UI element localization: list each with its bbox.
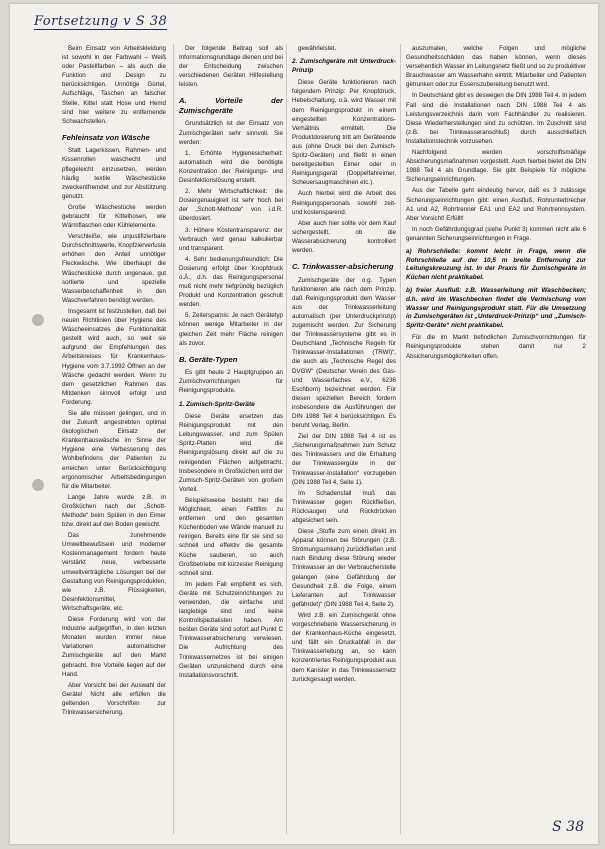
paragraph: 1. Erhöhte Hygienesicherheit: automatisch wird die benötigte Konzentration der Reinigungs- und Desinfektionslösung erstellt. (179, 149, 283, 185)
paragraph: Es gibt heute 2 Hauptgruppen an Zumischvorrichtungen für Reinigungsprodukte. (179, 369, 283, 395)
paragraph: Im Schadensfall muß das Trinkwasser gegen Rückfließen, Rücksaugen und Rückdrücken abgesichert sein. (292, 489, 396, 524)
text-column-4 (406, 44, 586, 834)
paragraph: Statt Lagerkissen, Rahmen- und Kissenrollen waschecht und pflegeleicht einzusetzen, werden häufig textile Wäschestücke zweckentfremdet und zur Abstützung genutzt. (62, 147, 166, 200)
section-heading: Fehleinsatz von Wäsche (62, 132, 150, 142)
paragraph: Große Wäschestücke werden gebraucht für Kittelhosen, wie Wärmflaschen oder Kühlelemente. (62, 203, 166, 230)
paragraph: Beispielsweise besteht hier die Möglichkeit, einen Fettfilm zu entfernen und den gesamten Küchenboden wie Wände manuell zu reinigen. Bereits eine für sie sind so schnell und effektiv die gesamte Küche sauberen, so auch Großbetriebe mit kürzester Reinigung schnell sind. (179, 496, 283, 577)
column-divider (286, 44, 287, 834)
paragraph: Sie alle müssen gelingen, und in der Zukunft angestrebten optimal ökologischen Einsatz der Krankenhauswäsche im Sinne der Hygiene eine Verbesserung des Wohlbefindens der Patienten zu erreichen unter Berücksichtigung ergonomischer Arbeitsbedingungen für die Mitarbeiter. (62, 409, 166, 490)
text-column-1 (62, 44, 166, 834)
paragraph: 4. Sehr bedienungsfreundlich: Die Dosierung erfolgt über Knopfdruck o.Ä., d.h. das Reinigungspersonal muß nicht mehr tiefgründig bezüglich Produkt und Konzentration geschult werden. (179, 255, 283, 309)
paragraph: Aber auch hier sollte vor dem Kauf sichergestellt, ob die Wasserabsicherung kontrolliert werden. (292, 219, 396, 254)
paragraph: Das zunehmende Umweltbewußtsein und moderner Kostenmanagement fordern heute verstärkt neue, verbesserte umweltverträgliche Lösungen bei der Gestaltung von Reinigungsprodukten, wie z.B. Flüssigkeiten, Desinfektionsmittel, Wirtschaftsgeräte, etc. (62, 532, 166, 612)
paragraph: Nachfolgend werden vorschriftsmäßige Absicherungsmaßnahmen vorgestellt. Auch hierbei bietet die DIN 1988 Teil 4 als Grundlage. Sie gibt Beispiele für mögliche Sicherungseinrichtungen. (406, 149, 586, 184)
paragraph: Wird z.B. ein Zumischgerät ohne vorgeschriebene Wassersicherung in der Krankenhaus-Küche eingesetzt, und fällt ein Druckabfall in der Trinkwasserleitung an, so kann konzentriertes Reinigungsprodukt aus dem Kanister in das Trinkwassernetz zurückgesaugt werden. (292, 611, 396, 683)
paragraph: 2. Mehr Wirtschaftlichkeit: die Dosiergenauigkeit ist sehr hoch bei der „Schott-Methode“ von i.d.R. überdosiert. (179, 188, 283, 223)
text-column-2 (179, 44, 283, 834)
handwritten-note: Fortsetzung v S 38 (34, 14, 168, 29)
paragraph: Zumischgeräte der o.g. Typen funktionieren alle nach dem Prinzip, daß Reinigungsprodukt dem Wasser aus der Trinkwasserleitung automatisch (per Unterdruckprinzip) zugemischt werden. Zur Sicherung der Trinkwassersysteme gibt es in Deutschland „Technische Regeln für Trinkwasser-Installationen (TRWI)“, die auch als „Technische Regel des DVGW“ (Deutscher Verein des Gas- und Wasserfaches e.V., 6236 Eschborn) bezeichnet werden. Für diesen speziellen Bereich fordern insbesondere die Ausführungen der DIN 1988 Teil 4 berücksichtigen. Es beruht Verlag, Berlin. (292, 276, 396, 430)
paragraph: Ziel der DIN 1988 Teil 4 ist es „Sicherungsmaßnahmen zum Schutz des Trinkwassers und die Erhaltung der Trinkwassergüte in der Trinkwasser-Installation“ vorzugeben (DIN 1988 Teil 4, Seite 1). (292, 433, 396, 486)
paragraph: Lange Jahre wurde z.B. in Großküchen nach der „Schott-Methode“ beim Spülen in den Eimer bzw. direkt auf den Boden gewischt. (62, 493, 166, 529)
document-page (10, 4, 598, 844)
subsection-heading: 1. Zumisch-Spritz-Geräte (179, 400, 255, 408)
paragraph: Verschleiße, wie unjustifizierbare Durchschnittswerte, Knopfzierverluste erhöhen den Anteil unnötiger Fleckwäsche. Wie überhaupt die Wäschestücke durch ungenaue, gut sortierte und spezielle Wasserbeschaffenheit in den Waschverfahren benötigt werden. (62, 233, 166, 304)
section-heading: A. Vorteile der Zumischgeräte (179, 96, 283, 115)
paragraph: Der folgende Beitrag soll als Informationsgrundlage dienen und bei der Entscheidung zwischen verschiedenen Geräten Hilfestellung leisten. (179, 45, 283, 89)
column-divider (400, 44, 401, 834)
paragraph: Diese „Stoffe zum einen direkt im Apparat können bei Störungen (z.B. Strömungsumkehr) zurückfließen und nach Bindung diese Störung wieder Trinkwasser an der Verbraucherstelle gelangen (eine Gefährdung der Gesundheit z.B. die Folge, einem Lieferanten auf Trinkwasser gefährdet)“ (DIN 1988 Teil 4, Seite 2). (292, 528, 396, 608)
paragraph: In Deutschland gibt es deswegen die DIN 1988 Teil 4. In jedem Fall sind die Installationen nach DIN 1988 Teil 4 als Leistungsverzeichnis darin vom Fachhändler zu realisieren. Diese Wiederherstellungen sind zu schützen. Im Zuschnitt sind (z.B. bei Trinkwasseranschluß) durch ausschließlich Installationstechnik vorzusehen. (406, 92, 586, 145)
paragraph: Diese Geräte funktionieren nach folgendem Prinzip: Per Knopfdruck, Hebelschaltung, o.ä. wird Wasser mit dem Reinigungsprodukt in einem eingestellten Konzentrations-Verhältnis ermittelt. Die Produktdosierung tritt am Geräteende aus (ohne Druck bei den Zumisch-Spritz-Geräten) und fließt in einen bereitgestellten Eimer oder in Reinigungsgerät (Doppelfahreimer, Scheuersaugmaschinen etc.). (292, 79, 396, 187)
paragraph: Für die im Markt befindlichen Zumischvorrichtungen für Reinigungsprodukte stehen damit nur 2 Absicherungsmöglichkeiten offen. (406, 334, 586, 360)
paragraph: Aber Vorsicht bei der Auswahl der Geräte! Nicht alle erfüllen die geltenden Vorschriften zur Trinkwassersicherung. (62, 681, 166, 716)
punch-hole-icon (32, 479, 44, 491)
paragraph: gewährleistet. (298, 45, 337, 52)
column-divider (173, 44, 174, 834)
paragraph: Insgesamt ist festzustellen, daß bei neuen Richtlinien über Hygiene des Wäscheeinsatzes die Funktionalität gestellt wird auch, so weit sie aufgrund der Empfehlungen des Arbeitskreises für Krankenhaus-Hygiene vom 3.7.1992 Öffnen an der Wäsche gedacht werden. Wenn zu dem gesetzlichen Rahmen das Mitdenken sinnvoll erfolgt und Forderung. (62, 307, 166, 406)
paragraph: Aus der Tabelle geht eindeutig hervor, daß es 3 zulässige Sicherungseinrichtungen gibt: einen Ausfluß, Rohrunterbrecher A1 und A2, Rohrtrenner EA1 und EA2 und Rohrtrennsystem. Aber Vorsicht! Erfüllt! (406, 187, 586, 222)
subsection-heading: a) Rohrschließe: kommt leicht in Frage, wenn die Rohrschließe auf der 10,5 m breite Entfernung zur Leitungskreuzung ist. In der Praxis für Zumischgeräte in Küchen nicht praktikabel. (406, 247, 586, 281)
paragraph: Auch hierbei wird die Arbeit des Reinigungspersonals sowohl zeit- und kostensparend. (292, 190, 396, 216)
paragraph: In noch Gefährdungsgrad (siehe Punkt 3) kommen nicht alle 6 genannten Sicherungseinrichtungen in Frage. (406, 225, 586, 242)
punch-hole-icon (32, 314, 44, 326)
paragraph: auszumalen, welche Folgen und mögliche Gesundheitsschäden das haben können, wenn dieses versehentlich Wasser im Leitungsnetz fließt und so zu produktiver Brauchwasser am Wasserhahn eintritt. Mitarbeiter und Patienten getrunken oder zur Essenszubereitung benutzt wird. (406, 45, 586, 89)
paragraph: Grundsätzlich ist der Einsatz von Zumischgeräten sehr sinnvoll. Sie werden: (179, 120, 283, 146)
paragraph: Diese Forderung wird von der Industrie aufgegriffen, in den letzten Monaten wurden immer neue Variationen automatischer Zumischgeräte auf den Markt gebracht. Ihre Vorteile liegen auf der Hand. (62, 616, 166, 678)
paragraph: 5. Zeitersparnis: Je nach Gerätetyp können wenige Mitarbeiter in der gleichen Zeit mehr Fläche reinigen als zuvor. (179, 312, 283, 347)
paragraph: 3. Höhere Kostentransparenz: der Verbrauch wird genau kalkulierbar und transparent. (179, 226, 283, 252)
paragraph: Im jedem Fall empfiehlt es sich, Geräte mit Schutzeinrichtungen zu verwenden, die einfache und langlebige sind und keine Kontrollspezialisten haben. Am besten Geräte sind sofort auf Punkt C Trinkwasserabsicherung verwiesen. Die Aufrichtung des Trinkwassernetzes ist bei einigen Geräten unzureichend durch eine Installationsvorschrift. (179, 580, 283, 679)
section-heading: C. Trinkwasser-absicherung (292, 262, 394, 272)
section-heading: B. Geräte-Typen (179, 354, 238, 364)
page-number: S 38 (552, 819, 584, 835)
subsection-heading: b) freier Ausfluß: z.B. Wasserleitung mit Waschbecken; d.h. wird im Waschbecken findet die Vermischung von Wasser und Reinigungsprodukt statt. Für die Umsetzung in Zumischgeräten ist „Unterdruck-Prinzip“ und „Zumisch-Spritz-Geräte“ nicht praktikabel. (406, 287, 586, 329)
paragraph: Beim Einsatz von Arbeitskleidung ist sowohl in der Farbwahl – Weiß oder Pastellfarben – als auch die Funktion und Design zu berücksichtigen. Unnötige Gürtel, Aufschläge, Taschen an falscher Stelle, Kittel statt Hose und Hemd sind hier weitere zu entfernende Schwachstellen. (62, 45, 166, 125)
subsection-heading: 2. Zumischgeräte mit Unterdruck-Prinzip (292, 58, 396, 74)
paragraph: Diese Geräte ersetzen das Reinigungsprodukt mit den Leitungswasser, und zum Spülen Spritz-Platten wird die Reinigungslösung direkt auf die zu reinigenden Flächen aufgebracht. Insbesondere in Großküchen wird der Zumisch-Spritz-Geräten von großem Vorteil. (179, 413, 283, 493)
text-column-3 (292, 44, 396, 834)
